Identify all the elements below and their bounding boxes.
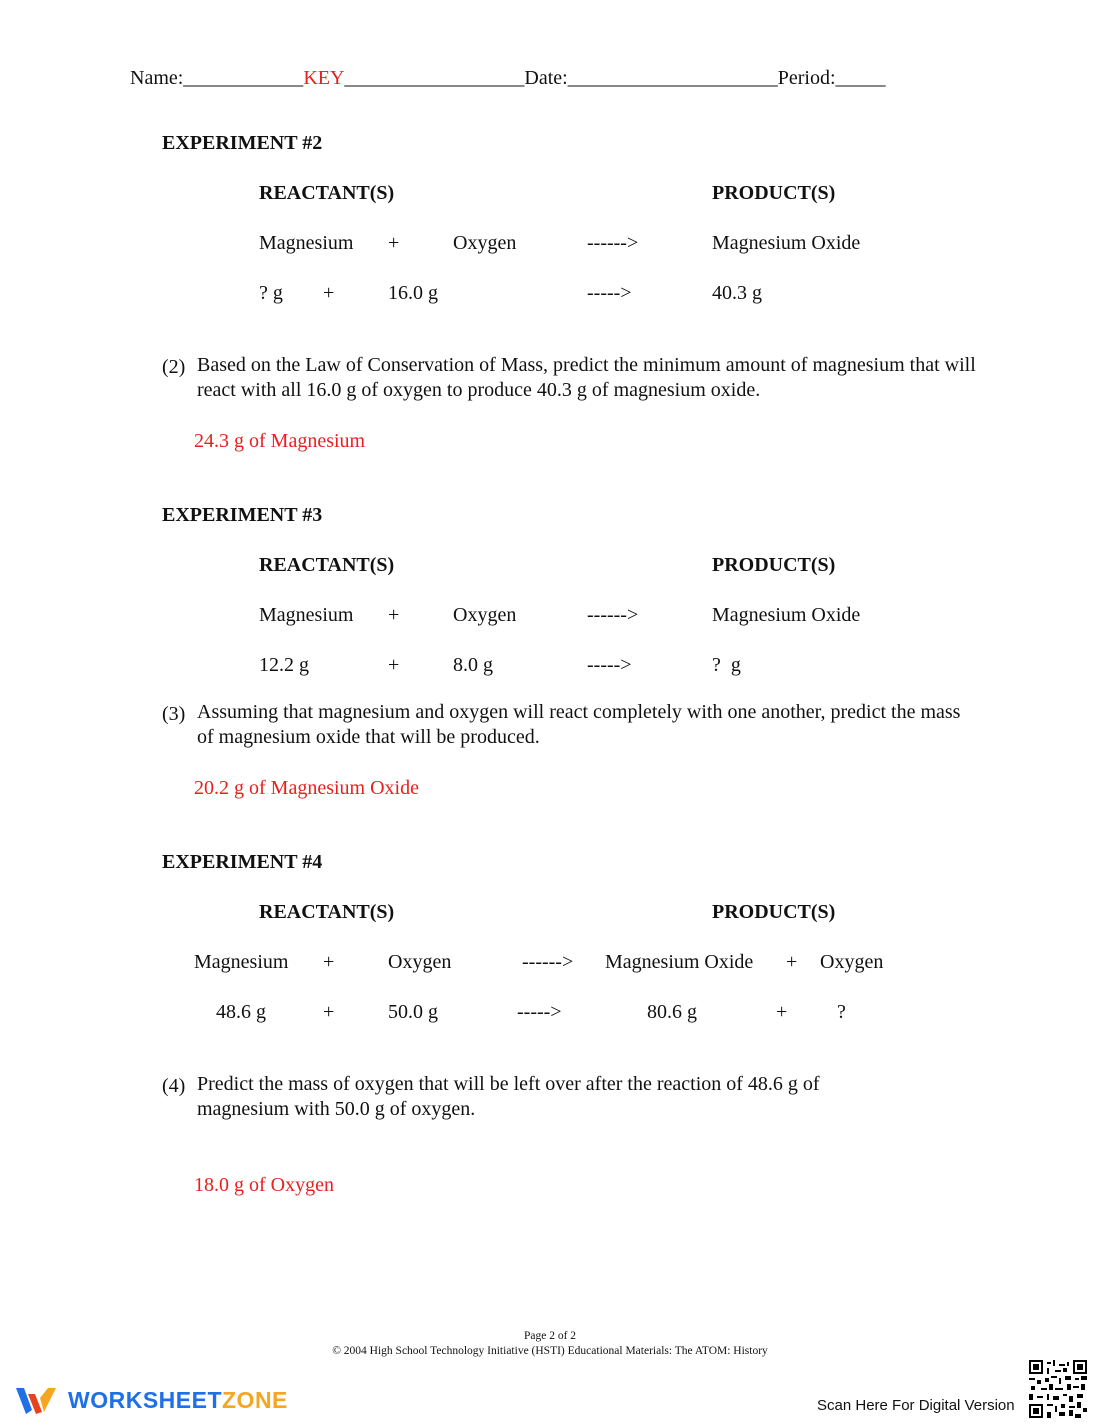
- exp3-r2-product-mass: ? g: [712, 654, 741, 676]
- copyright: © 2004 High School Technology Initiative (HSTI) Educational Materials: The ATOM: History: [332, 1345, 768, 1357]
- question-3-number: (3): [162, 703, 186, 725]
- exp3-r1-arrow: ------>: [587, 604, 639, 626]
- exp4-r2-oxygen-left-mass: ?: [837, 1001, 846, 1023]
- logo-text: [68, 1387, 288, 1414]
- exp4-r1-arrow: ------>: [522, 951, 574, 973]
- exp3-r2-plus: +: [388, 654, 400, 676]
- exp4-r2-plus-2: +: [776, 1001, 788, 1023]
- experiment-2-products-label: PRODUCT(S): [712, 182, 836, 204]
- exp2-r1-product: Magnesium Oxide: [712, 232, 861, 254]
- exp3-r1-plus: +: [388, 604, 400, 626]
- experiment-4-products-label: PRODUCT(S): [712, 901, 836, 923]
- experiment-3-products-label: PRODUCT(S): [712, 554, 836, 576]
- exp4-r2-product-mass: 80.6 g: [647, 1001, 697, 1023]
- exp4-r2-arrow: ----->: [517, 1001, 562, 1023]
- question-3-text: Assuming that magnesium and oxygen will react completely with one another, predict the mass of magnesium oxide that will be produced.: [197, 701, 961, 748]
- worksheetzone-logo: [14, 1384, 288, 1416]
- exp2-r2-magnesium-mass: ? g: [259, 282, 283, 304]
- exp4-r2-oxygen-mass: 50.0 g: [388, 1001, 438, 1023]
- exp3-r1-oxygen: Oxygen: [453, 604, 517, 626]
- name-label: Name:____________: [130, 67, 304, 89]
- experiment-4-title: EXPERIMENT #4: [162, 851, 323, 873]
- exp3-r2-magnesium-mass: 12.2 g: [259, 654, 309, 676]
- exp2-r2-product-mass: 40.3 g: [712, 282, 762, 304]
- worksheetzone-logo-icon: [14, 1384, 62, 1416]
- exp2-r1-plus: +: [388, 232, 400, 254]
- exp4-r2-magnesium-mass: 48.6 g: [216, 1001, 266, 1023]
- answer-4: 18.0 g of Oxygen: [194, 1174, 334, 1196]
- exp4-r1-plus-2: +: [786, 951, 798, 973]
- exp4-r1-product: Magnesium Oxide: [605, 951, 754, 973]
- exp3-r1-product: Magnesium Oxide: [712, 604, 861, 626]
- scan-text: Scan Here For Digital Version: [817, 1397, 1015, 1414]
- question-4-text: Predict the mass of oxygen that will be left over after the reaction of 48.6 g of magnesium with 50.0 g of oxygen.: [197, 1073, 820, 1120]
- exp3-r1-magnesium: Magnesium: [259, 604, 354, 626]
- exp4-r1-plus: +: [323, 951, 335, 973]
- name-line: [130, 68, 886, 88]
- logo-text-worksheet: WORKSHEET: [68, 1386, 222, 1413]
- exp4-r1-oxygen: Oxygen: [388, 951, 452, 973]
- exp4-r1-magnesium: Magnesium: [194, 951, 289, 973]
- answer-3: 20.2 g of Magnesium Oxide: [194, 777, 419, 799]
- experiment-4-reactants-label: REACTANT(S): [259, 901, 395, 923]
- experiment-2-reactants-label: REACTANT(S): [259, 182, 395, 204]
- exp3-r2-arrow: ----->: [587, 654, 632, 676]
- exp2-r2-arrow: ----->: [587, 282, 632, 304]
- logo-text-zone: ZONE: [222, 1386, 288, 1413]
- exp2-r2-plus: +: [323, 282, 335, 304]
- experiment-3-title: EXPERIMENT #3: [162, 504, 323, 526]
- question-2-number: (2): [162, 356, 186, 378]
- experiment-2-title: EXPERIMENT #2: [162, 132, 323, 154]
- exp2-r1-magnesium: Magnesium: [259, 232, 354, 254]
- experiment-3-reactants-label: REACTANT(S): [259, 554, 395, 576]
- qr-code-icon[interactable]: [1029, 1360, 1087, 1418]
- exp4-r1-oxygen-left: Oxygen: [820, 951, 884, 973]
- question-2-text: Based on the Law of Conservation of Mass, predict the minimum amount of magnesium that will react with all 16.0 g of oxygen to produce 40.3 g of magnesium oxide.: [197, 354, 976, 401]
- exp3-r2-oxygen-mass: 8.0 g: [453, 654, 493, 676]
- exp2-r1-arrow: ------>: [587, 232, 639, 254]
- exp2-r1-oxygen: Oxygen: [453, 232, 517, 254]
- name-value: KEY: [303, 67, 345, 89]
- exp4-r2-plus: +: [323, 1001, 335, 1023]
- exp2-r2-oxygen-mass: 16.0 g: [388, 282, 438, 304]
- answer-2: 24.3 g of Magnesium: [194, 430, 366, 452]
- page-number: Page 2 of 2: [523, 1330, 577, 1342]
- date-period-line: __________________Date:_____________________Period:_____: [344, 67, 886, 89]
- question-4-number: (4): [162, 1075, 186, 1097]
